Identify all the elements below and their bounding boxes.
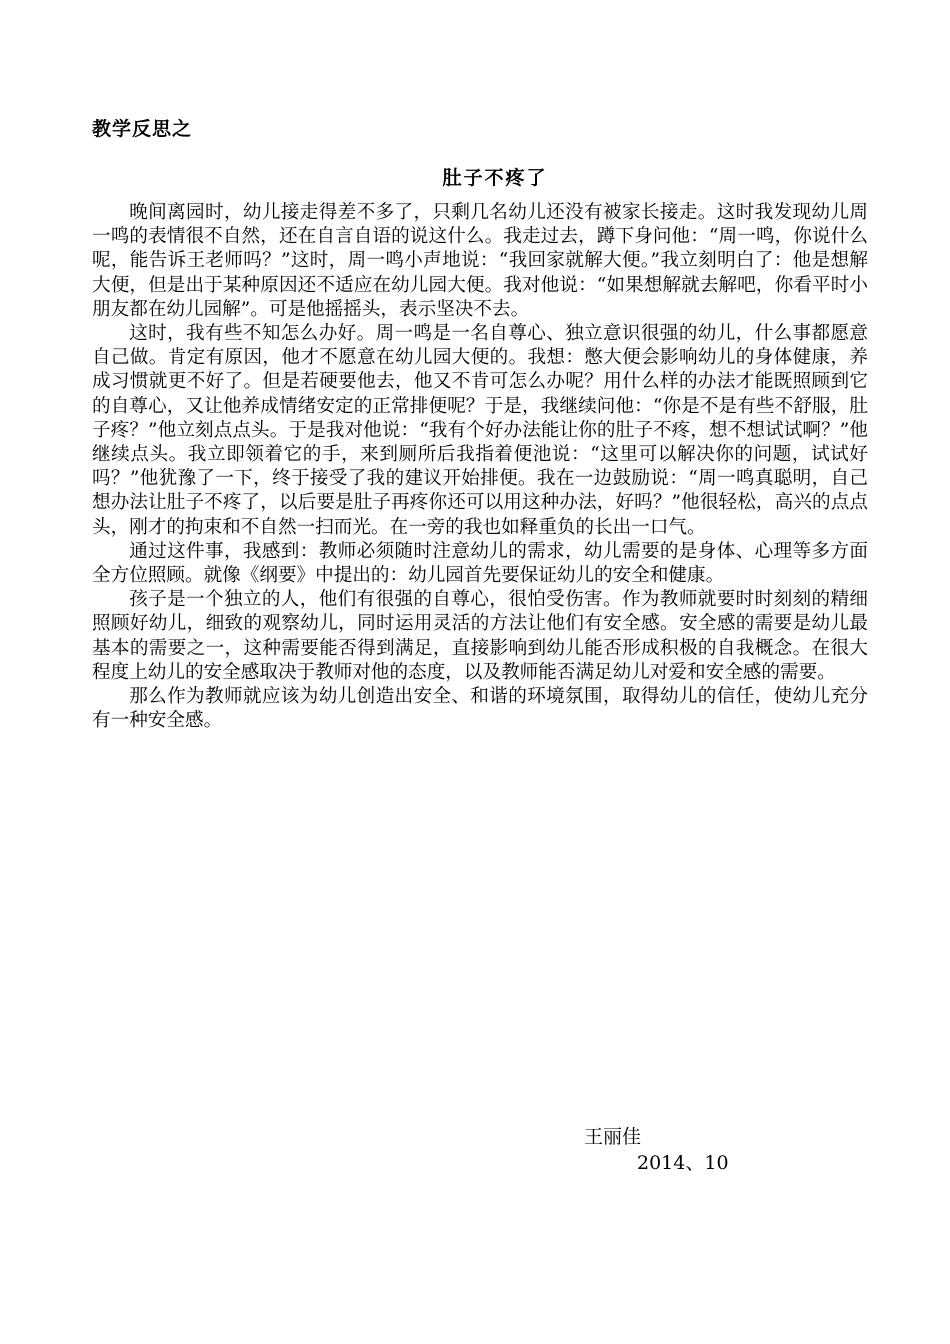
document-title: 肚子不疼了 bbox=[442, 167, 548, 189]
paragraph-1: 晚间离园时，幼儿接走得差不多了，只剩几名幼儿还没有被家长接走。这时我发现幼儿周一鸣的表情很不自然，还在自言自语的说这什么。我走过去，蹲下身问他：“周一鸣，你说什么呢，能告诉王老师吗？”这时，周一鸣小声地说：“我回家就解大便。”我立刻明白了：他是想解大便，但是出于某种原因还不适应在幼儿园大便。我对他说：“如果想解就去解吧，你看平时小朋友都在幼儿园解”。可是他摇摇头，表示坚决不去。 bbox=[92, 202, 868, 320]
document-body bbox=[92, 201, 868, 733]
paragraph-4: 孩子是一个独立的人，他们有很强的自尊心，很怕受伤害。作为教师就要时时刻刻的精细照顾好幼儿，细致的观察幼儿，同时运用灵活的方法让他们有安全感。安全感的需要是幼儿最基本的需要之一，这种需要能否得到满足，直接影响到幼儿能否形成积极的自我概念。在很大程度上幼儿的安全感取决于教师对他的态度，以及教师能否满足幼儿对爱和安全感的需要。 bbox=[92, 589, 868, 683]
document-heading: 教学反思之 bbox=[92, 118, 193, 140]
paragraph-2: 这时，我有些不知怎么办好。周一鸣是一名自尊心、独立意识很强的幼儿，什么事都愿意自己做。肯定有原因，他才不愿意在幼儿园大便的。我想：憋大便会影响幼儿的身体健康，养成习惯就更不好了。但是若硬要他去，他又不肯可怎么办呢？用什么样的办法才能既照顾到它的自尊心，又让他养成情绪安定的正常排便呢？于是，我继续问他：“你是不是有些不舒服，肚子疼？”他立刻点点头。于是我对他说：“我有个好办法能让你的肚子不疼，想不想试试啊？”他继续点头。我立即领着它的手，来到厕所后我指着便池说：“这里可以解决你的问题，试试好吗？”他犹豫了一下，终于接受了我的建议开始排便。我在一边鼓励说：“周一鸣真聪明，自己想办法让肚子不疼了，以后要是肚子再疼你还可以用这种办法，好吗？”他很轻松，高兴的点点头，刚才的拘束和不自然一扫而光。在一旁的我也如释重负的长出一口气。 bbox=[92, 323, 868, 538]
author-name: 王丽佳 bbox=[584, 1126, 642, 1148]
paragraph-3: 通过这件事，我感到：教师必须随时注意幼儿的需求，幼儿需要的是身体、心理等多方面全方位照顾。就像《纲要》中提出的：幼儿园首先要保证幼儿的安全和健康。 bbox=[92, 540, 868, 587]
paragraph-5: 那么作为教师就应该为幼儿创造出安全、和谐的环境氛围，取得幼儿的信任，使幼儿充分有一种安全感。 bbox=[92, 686, 868, 732]
author-date: 2014、10 bbox=[637, 1152, 729, 1174]
